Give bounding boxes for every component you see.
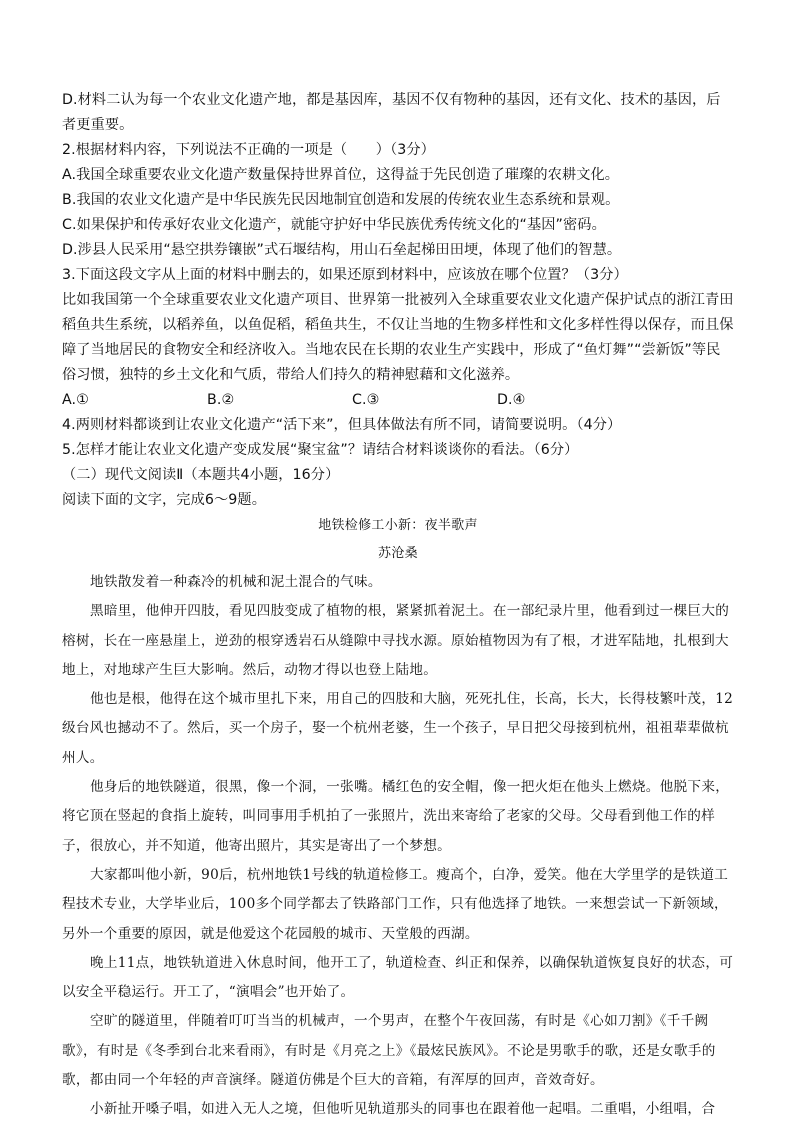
question-1-option-d: D.材料二认为每一个农业文化遗产地，都是基因库，基因不仅有物种的基因，还有文化、技术的基因，后者更重要。 (62, 92, 721, 133)
question-2-option-b: B.我国的农业文化遗产是中华民族先民因地制宜创造和发展的传统农业生态系统和景观。 (62, 192, 620, 208)
question-2-option-c: C.如果保护和传承好农业文化遗产，就能守护好中华民族优秀传统文化的“基因”密码。 (62, 217, 606, 233)
article-author: 苏沧桑 (378, 546, 418, 561)
article-paragraph: 空旷的隧道里，伴随着叮叮当当的机械声，一个男声，在整个午夜回荡，有时是《心如刀割》《千千阙歌》，有时是《冬季到台北来看雨》，有时是《月亮之上》《最炫民族风》。不论是男歌手的歌，还是女歌手的歌，都由同一个年轻的声音演绎。隧道仿佛是个巨大的音箱，有浑厚的回声，音效奇好。 (62, 1013, 716, 1089)
question-2-option-a: A.我国全球重要农业文化遗产数量保持世界首位，这得益于先民创造了璀璨的农耕文化。 (62, 167, 620, 183)
article-paragraph: 地铁散发着一种森冷的机械和泥土混合的气味。 (90, 574, 382, 590)
article-paragraph: 小新扯开嗓子唱，如进入无人之境，但他听见轨道那头的同事也在跟着他一起唱。二重唱，小组唱，合 (90, 1101, 716, 1118)
article-paragraph: 晚上11点，地铁轨道进入休息时间，他开工了，轨道检查、纠正和保养，以确保轨道恢复良好的状态，可以安全平稳运行。开工了，“演唱会”也开始了。 (62, 954, 734, 1001)
question-3-option-c: C.③ (352, 392, 380, 408)
part-2-heading: （二）现代文阅读Ⅱ（本题共4小题，16分） (62, 467, 340, 483)
question-3-stem: 3.下面这段文字从上面的材料中删去的，如果还原到材料中，应该放在哪个位置？（3分） (62, 267, 628, 283)
article-title: 地铁检修工小新：夜半歌声 (318, 518, 478, 533)
article-paragraph: 大家都叫他小新，90后，杭州地铁1号线的轨道检修工。瘦高个，白净，爱笑。他在大学里学的是铁道工程技术专业，大学毕业后，100多个同学都去了铁路部门工作，只有他选择了地铁。一来想尝试一下新领域，另外一个重要的原因，就是他爱这个花园般的城市、天堂般的西湖。 (62, 866, 729, 942)
article (62, 512, 734, 1125)
question-5: 5.怎样才能让农业文化遗产变成发展“聚宝盆”？请结合材料谈谈你的看法。（6分） (62, 442, 579, 458)
question-3-options (62, 388, 734, 413)
reading-questions (62, 88, 734, 513)
question-4: 4.两则材料都谈到让农业文化遗产“活下来”，但具体做法有所不同，请简要说明。（4分） (62, 417, 622, 433)
article-paragraph: 他身后的地铁隧道，很黑，像一个洞，一张嘴。橘红色的安全帽，像一把火炬在他头上燃烧。他脱下来，将它顶在竖起的食指上旋转，叫同事用手机拍了一张照片，洗出来寄给了老家的父母。父母看到他工作的样子，很放心，并不知道，他寄出照片，其实是寄出了一个梦想。 (62, 779, 730, 854)
article-paragraph: 黑暗里，他伸开四肢，看见四肢变成了植物的根，紧紧抓着泥土。在一部纪录片里，他看到过一棵巨大的榕树，长在一座悬崖上，逆劲的根穿透岩石从缝隙中寻找水源。原始植物因为有了根，才进军陆地，扎根到大地上，对地球产生巨大影响。然后，动物才得以也登上陆地。 (62, 603, 730, 678)
question-2-option-d: D.涉县人民采用“悬空拱券镶嵌”式石堰结构，用山石垒起梯田田埂，体现了他们的智慧。 (62, 242, 622, 258)
question-3-option-a: A.① (62, 392, 89, 408)
article-paragraph: 他也是根，他得在这个城市里扎下来，用自己的四肢和大脑，死死扎住，长高，长大，长得枝繁叶茂，12级台风也撼动不了。然后，买一个房子，娶一个杭州老婆，生一个孩子，早日把父母接到杭州，祖祖辈辈做杭州人。 (62, 691, 734, 766)
question-3-option-b: B.② (207, 392, 235, 408)
question-3-option-d: D.④ (497, 392, 526, 408)
question-3-passage: 比如我国第一个全球重要农业文化遗产项目、世界第一批被列入全球重要农业文化遗产保护试点的浙江青田稻鱼共生系统，以稻养鱼，以鱼促稻，稻鱼共生，不仅让当地的生物多样性和文化多样性得以保存，而且保障了当地居民的食物安全和经济收入。当地农民在长期的农业生产实践中，形成了“鱼灯舞”“尝新饭”等民俗习惯，独特的乡土文化和气质，带给人们持久的精神慰藉和文化滋养。 (62, 292, 734, 383)
part-2-instruction: 阅读下面的文字，完成6～9题。 (62, 492, 266, 508)
question-2-stem: 2.根据材料内容，下列说法不正确的一项是（ ）（3分） (62, 142, 435, 158)
